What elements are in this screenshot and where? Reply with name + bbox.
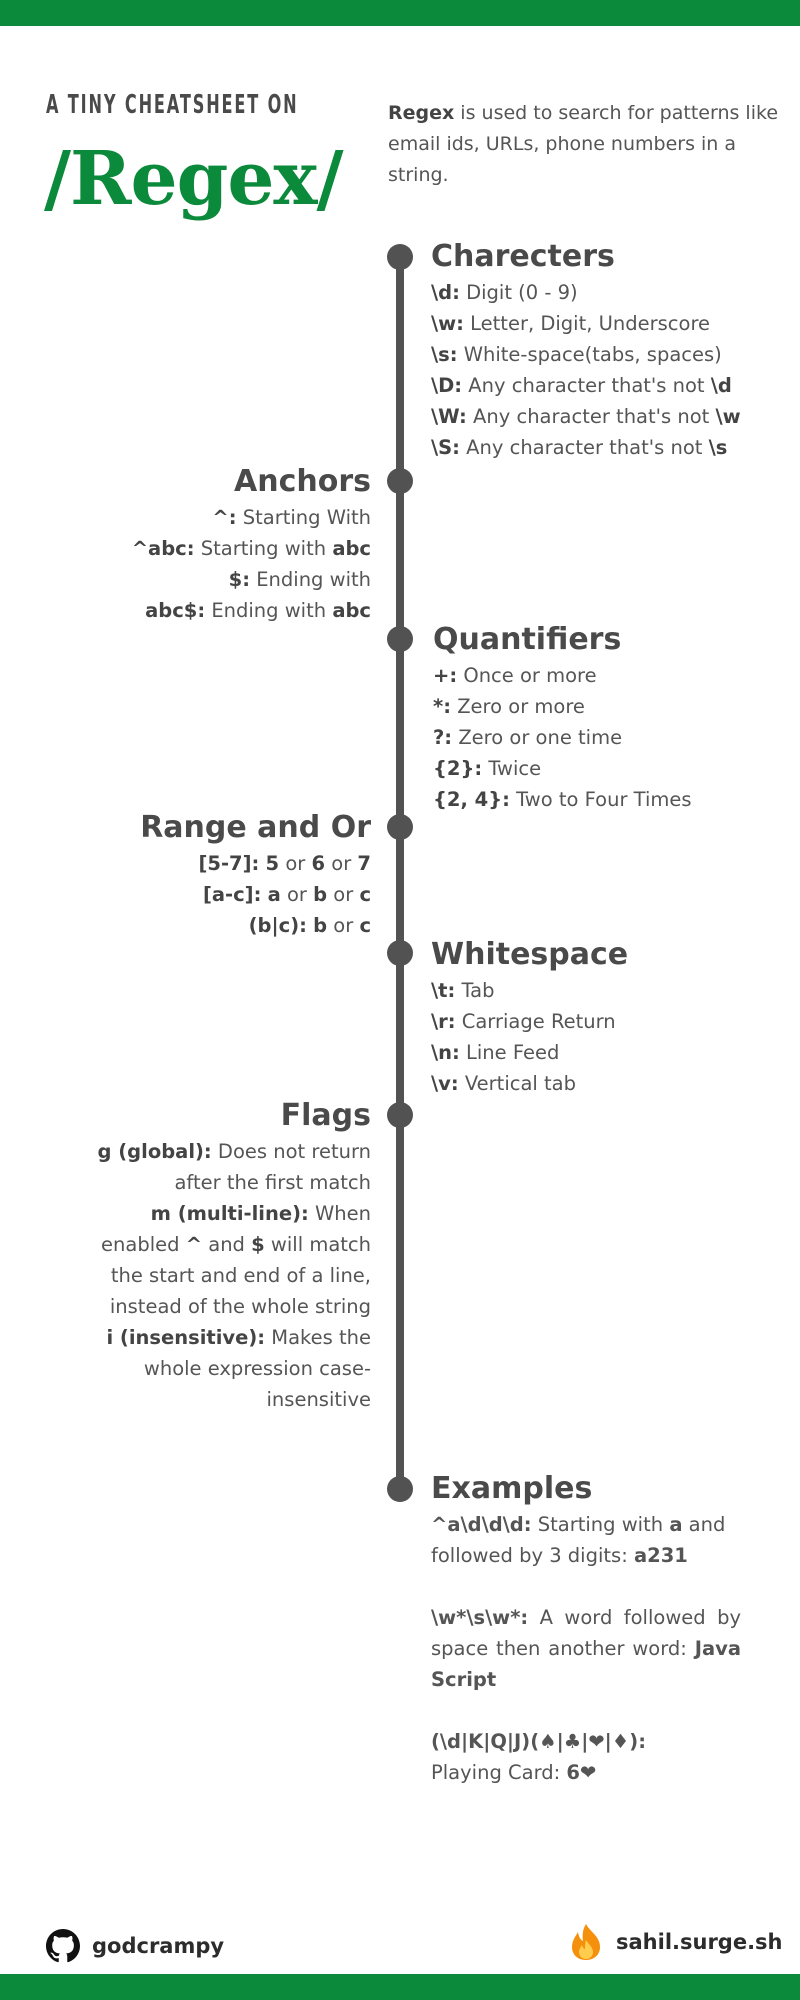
section-flags	[86, 1096, 371, 1415]
section-whitespace	[431, 935, 628, 1099]
example-1: ^a\d\d\d: Starting with a and followed by 3 digits: a231	[431, 1513, 726, 1567]
section-range-and-or	[60, 808, 371, 941]
list-item: *: Zero or more	[433, 695, 585, 718]
list-item: \W: Any character that's not \w	[431, 405, 741, 428]
list-item: \w: Letter, Digit, Underscore	[431, 312, 711, 335]
list-item: (b|c): b or c	[248, 914, 371, 937]
timeline-dot-examples	[387, 1476, 413, 1502]
intro-paragraph	[388, 98, 788, 191]
section-heading: Anchors	[234, 464, 371, 499]
example-3: (\d|K|Q|J)(♠|♣|❤|♦): Playing Card: 6❤	[431, 1730, 646, 1784]
section-heading: Range and Or	[140, 810, 371, 845]
list-item: m (multi-line): When enabled ^ and $ will match the start and end of a line, instead of the whole string	[101, 1202, 371, 1318]
timeline-dot-characters	[387, 244, 413, 270]
intro-bold: Regex	[388, 102, 455, 124]
list-item: \t: Tab	[431, 979, 495, 1002]
top-accent-bar	[0, 0, 800, 26]
timeline-dot-flags	[387, 1102, 413, 1128]
timeline-dot-anchors	[387, 468, 413, 494]
footer-site-label: sahil.surge.sh	[616, 1930, 783, 1954]
timeline-dot-quantifiers	[387, 626, 413, 652]
section-heading: Whitespace	[431, 937, 629, 972]
list-item: [a-c]: a or b or c	[202, 883, 371, 906]
timeline-dot-range	[387, 814, 413, 840]
section-anchors	[60, 462, 371, 626]
list-item: {2}: Twice	[433, 757, 542, 780]
footer-github-link[interactable]	[46, 1929, 224, 1963]
section-examples	[431, 1469, 741, 1788]
list-item: \D: Any character that's not \d	[431, 374, 732, 397]
list-item: g (global): Does not return after the first match	[97, 1140, 371, 1194]
list-item: \d: Digit (0 - 9)	[431, 281, 578, 304]
list-item: \S: Any character that's not \s	[431, 436, 728, 459]
list-item: ^: Starting With	[212, 506, 371, 529]
footer-github-label: godcrampy	[92, 1934, 225, 1958]
fire-icon	[568, 1922, 604, 1962]
section-heading: Charecters	[431, 239, 615, 274]
intro-text: is used to search for patterns like email ids, URLs, phone numbers in a string.	[388, 102, 779, 186]
footer-site-link[interactable]	[568, 1922, 783, 1962]
section-heading: Flags	[280, 1098, 371, 1133]
example-2: \w*\s\w*: A word followed by space then another word: Java Script	[431, 1606, 741, 1691]
list-item: [5-7]: 5 or 6 or 7	[198, 852, 371, 875]
section-characters	[431, 237, 741, 463]
list-item: \v: Vertical tab	[431, 1072, 577, 1095]
page-title: /Regex/	[44, 136, 343, 222]
cheatsheet-subtitle: A TINY CHEATSHEET ON	[46, 90, 299, 120]
timeline-dot-whitespace	[387, 940, 413, 966]
bottom-accent-bar	[0, 1974, 800, 2000]
list-item: abc$: Ending with abc	[145, 599, 371, 622]
list-item: \r: Carriage Return	[431, 1010, 616, 1033]
section-heading: Quantifiers	[433, 622, 622, 657]
list-item: {2, 4}: Two to Four Times	[433, 788, 692, 811]
section-quantifiers	[433, 620, 692, 815]
timeline-line	[396, 256, 404, 1490]
list-item: ?: Zero or one time	[433, 726, 623, 749]
github-icon	[46, 1929, 80, 1963]
list-item: +: Once or more	[433, 664, 597, 687]
list-item: \n: Line Feed	[431, 1041, 560, 1064]
list-item: ^abc: Starting with abc	[131, 537, 371, 560]
list-item: $: Ending with	[228, 568, 371, 591]
list-item: i (insensitive): Makes the whole expression case-insensitive	[106, 1326, 371, 1411]
section-heading: Examples	[431, 1471, 593, 1506]
list-item: \s: White-space(tabs, spaces)	[431, 343, 722, 366]
